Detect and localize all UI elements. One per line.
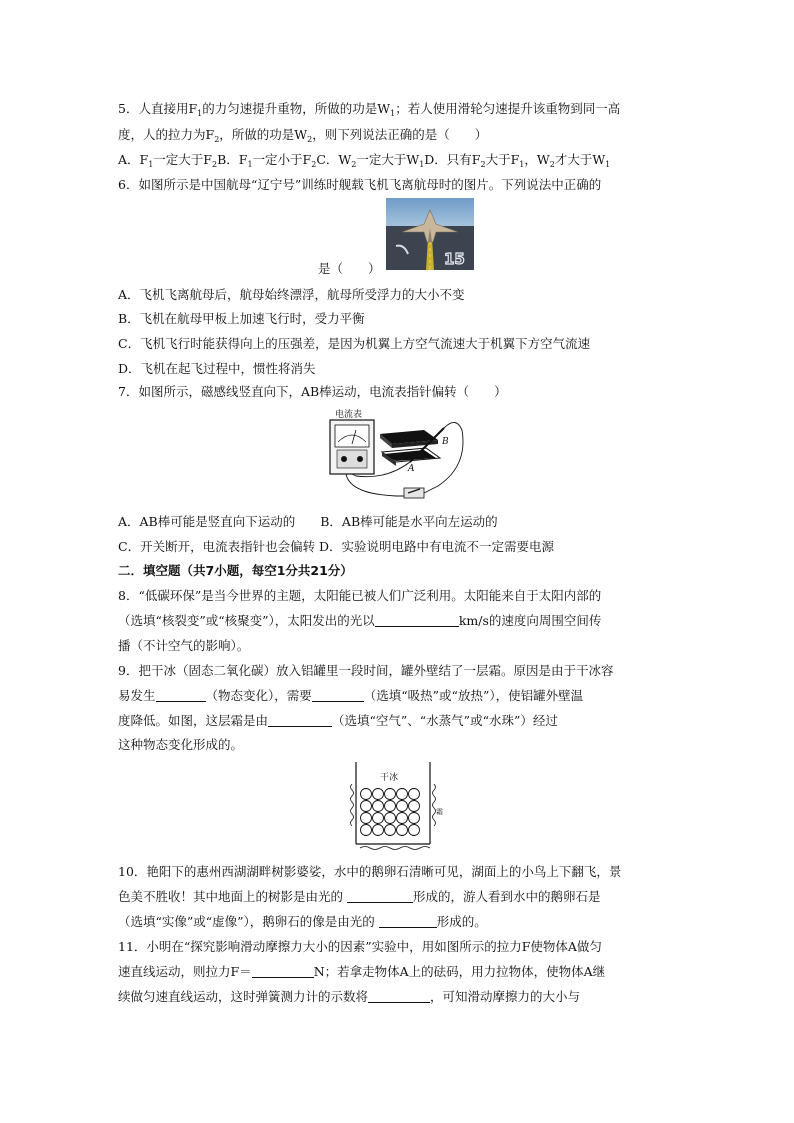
q5-line2: 度，人的拉力为$F_2$，所做的功是$W_2$，则下列说法正确的是（ ） xyxy=(118,127,488,144)
answer-blank[interactable] xyxy=(268,714,332,727)
ammeter-label: 电流表 xyxy=(335,410,363,420)
q6-stem: 6．如图所示是中国航母“辽宁号”训练时舰载飞机飞离航母时的图片。下列说法中正确的 xyxy=(118,177,602,192)
answer-blank[interactable] xyxy=(379,915,437,928)
switch xyxy=(404,488,424,498)
q9-line3: 度降低。如图，这层霜是由 （选填“空气”、“水蒸气”或“水珠”）经过 xyxy=(118,713,558,728)
q6-option-c: C．飞机飞行时能获得向上的压强差，是因为机翼上方空气流速大于机翼下方空气流速 xyxy=(118,336,591,351)
q11-line2: 速直线运动，则拉力F＝ N；若拿走物体A上的砝码，用力拉物体，使物体A继 xyxy=(118,964,606,979)
q11-line1: 11．小明在“探究影响滑动摩擦力大小的因素”实验中，用如图所示的拉力F使物体A做匀 xyxy=(118,939,602,954)
q5-line1: 5．人直接用$F_1$的力匀速提升重物，所做的功是$W_1$；若人使用滑轮匀速提升该重物到同一高 xyxy=(118,101,621,118)
rod-end-a-label: A xyxy=(408,464,415,474)
answer-blank[interactable] xyxy=(312,689,364,702)
rod-end-b-label: B xyxy=(442,437,449,447)
answer-blank[interactable] xyxy=(156,689,206,702)
q5-options: A．$F_1$一定大于$F_2B$．$F_1$一定小于$F_2C$．$W_2$一定大于$W_1D$．只有$F_2$大于$F_1$，$W_2$才大于$W_1$ xyxy=(118,152,611,169)
q8-line2: （选填“核裂变”或“核聚变”），太阳发出的光以 km/s的速度向周围空间传 xyxy=(118,613,602,628)
deck-number: 15 xyxy=(444,250,465,268)
q7-options-cd: C．开关断开，电流表指针也会偏转 D．实验说明电路中有电流不一定需要电源 xyxy=(118,539,555,554)
dry-ice-can-figure xyxy=(346,760,446,852)
section-heading: 二．填空题（共7小题，每空1分共21分） xyxy=(118,563,353,578)
q9-line1: 9．把干冰（固态二氧化碳）放入铝罐里一段时间，罐外壁结了一层霜。原因是由于干冰容 xyxy=(118,663,614,678)
q8-line1: 8．“低碳环保”是当今世界的主题，太阳能已被人们广泛利用。太阳能来自于太阳内部的 xyxy=(118,588,602,603)
answer-blank[interactable] xyxy=(375,614,459,627)
answer-blank[interactable] xyxy=(368,990,430,1003)
electromagnetic-induction-figure xyxy=(326,406,478,506)
q9-line4: 这种物态变化形成的。 xyxy=(118,737,244,752)
q10-line2: 色美不胜收！其中地面上的树影是由光的 形成的，游人看到水中的鹅卵石是 xyxy=(118,889,601,904)
dry-ice-label: 干冰 xyxy=(380,773,399,783)
q6-option-d: D．飞机在起飞过程中，惯性将消失 xyxy=(118,361,316,376)
q9-line2: 易发生 （物态变化），需要 （选填“吸热”或“放热”），使铝罐外壁温 xyxy=(118,688,584,703)
q6-option-b: B．飞机在航母甲板上加速飞行时，受力平衡 xyxy=(118,311,365,326)
frost-label: 霜 xyxy=(436,808,443,816)
q8-line3: 播（不计空气的影响）。 xyxy=(118,638,250,653)
q10-line1: 10．艳阳下的惠州西湖湖畔树影婆娑，水中的鹅卵石清晰可见，湖面上的小鸟上下翻飞，景 xyxy=(118,864,622,879)
q7-options-ab: A．AB棒可能是竖直向下运动的 B．AB棒可能是水平向左运动的 xyxy=(118,514,498,529)
q6-stem-end: 是（ ） xyxy=(318,261,381,276)
answer-blank[interactable] xyxy=(252,965,314,978)
q7-stem: 7．如图所示，磁感线竖直向下，AB棒运动，电流表指针偏转（ ） xyxy=(118,384,507,399)
q11-line3: 续做匀速直线运动，这时弹簧测力计的示数将 ，可知滑动摩擦力的大小与 xyxy=(118,989,581,1004)
aircraft-carrier-photo xyxy=(386,198,474,270)
answer-blank[interactable] xyxy=(347,890,413,903)
q6-option-a: A．飞机飞离航母后，航母始终漂浮，航母所受浮力的大小不变 xyxy=(118,287,465,302)
q10-line3: （选填“实像”或“虚像”），鹅卵石的像是由光的 形成的。 xyxy=(118,914,487,929)
